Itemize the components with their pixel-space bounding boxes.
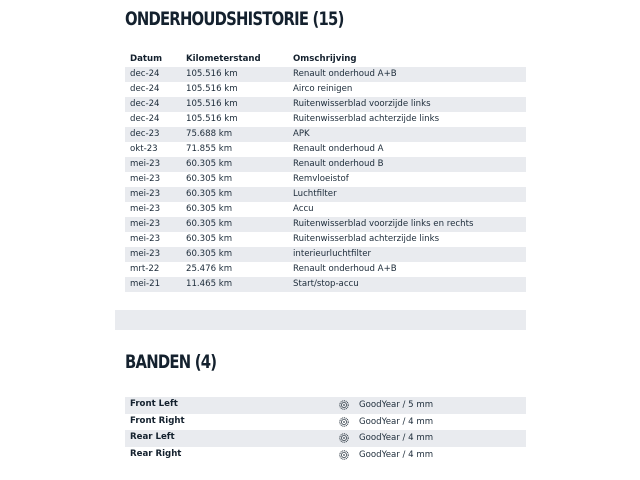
row-mileage: 60.305 km: [186, 159, 233, 169]
tire-spec: GoodYear / 5 mm: [359, 400, 434, 410]
table-row: [125, 187, 526, 202]
row-date: dec-24: [130, 84, 160, 94]
tire-spec: GoodYear / 4 mm: [359, 449, 434, 460]
history-footer-bar: [115, 310, 526, 330]
row-date: mei-23: [130, 249, 161, 259]
row-description: Start/stop-accu: [293, 279, 359, 289]
row-description: Renault onderhoud A+B: [293, 264, 397, 274]
row-description: Ruitenwisserblad achterzijde links: [293, 234, 440, 244]
tire-row: [125, 414, 526, 431]
tire-icon: [338, 399, 350, 411]
row-date: mei-23: [130, 159, 161, 169]
row-mileage: 105.516 km: [186, 84, 238, 94]
row-mileage: 60.305 km: [186, 189, 233, 199]
row-description: Renault onderhoud A+B: [293, 69, 397, 79]
table-row: [125, 217, 526, 232]
table-row: [125, 157, 526, 172]
row-mileage: 60.305 km: [186, 174, 233, 184]
column-header-mileage: Kilometerstand: [186, 54, 261, 64]
tire-icon: [338, 449, 350, 461]
table-row: [125, 142, 526, 157]
row-date: dec-24: [130, 114, 160, 124]
row-description: Luchtfilter: [293, 189, 337, 199]
row-mileage: 75.688 km: [186, 129, 233, 139]
row-date: mei-23: [130, 189, 161, 199]
tire-row: [125, 430, 526, 447]
row-description: Airco reinigen: [293, 84, 353, 94]
maintenance-history-title: ONDERHOUDSHISTORIE (15): [125, 8, 344, 30]
column-header-description: Omschrijving: [293, 54, 357, 64]
tires-table: [125, 397, 526, 463]
row-date: mei-21: [130, 279, 161, 289]
row-mileage: 25.476 km: [186, 264, 233, 274]
table-row: [125, 97, 526, 112]
row-description: Renault onderhoud B: [293, 159, 384, 169]
row-description: Ruitenwisserblad voorzijde links: [293, 99, 431, 109]
tire-icon: [338, 432, 350, 444]
row-date: mei-23: [130, 219, 161, 229]
row-mileage: 60.305 km: [186, 234, 233, 244]
row-description: Accu: [293, 204, 314, 214]
row-date: mei-23: [130, 234, 161, 244]
row-date: mei-23: [130, 174, 161, 184]
row-mileage: 71.855 km: [186, 144, 233, 154]
row-description: APK: [293, 129, 310, 139]
row-mileage: 60.305 km: [186, 219, 233, 229]
row-mileage: 60.305 km: [186, 249, 233, 259]
table-row: [125, 67, 526, 82]
table-row: [125, 172, 526, 187]
tire-row: [125, 447, 526, 464]
row-date: dec-23: [130, 129, 160, 139]
maintenance-history-table: [125, 52, 526, 292]
row-description: Remvloeistof: [293, 174, 349, 184]
row-date: mrt-22: [130, 264, 160, 274]
tires-title: BANDEN (4): [125, 351, 217, 373]
row-mileage: 105.516 km: [186, 69, 238, 79]
tire-position: Front Left: [130, 399, 178, 409]
row-mileage: 11.465 km: [186, 279, 233, 289]
tire-row: [125, 397, 526, 414]
row-description: Ruitenwisserblad achterzijde links: [293, 114, 440, 124]
tire-position: Front Right: [130, 415, 185, 426]
row-date: dec-24: [130, 99, 160, 109]
table-row: [125, 112, 526, 127]
table-row: [125, 277, 526, 292]
row-date: mei-23: [130, 204, 161, 214]
row-mileage: 105.516 km: [186, 99, 238, 109]
tire-position: Rear Right: [130, 448, 182, 459]
row-mileage: 60.305 km: [186, 204, 233, 214]
table-row: [125, 82, 526, 97]
tire-position: Rear Left: [130, 432, 175, 442]
tire-spec: GoodYear / 4 mm: [359, 416, 434, 427]
tire-spec: GoodYear / 4 mm: [359, 433, 434, 443]
row-mileage: 105.516 km: [186, 114, 238, 124]
table-header-row: [125, 52, 526, 67]
table-row: [125, 202, 526, 217]
tire-icon: [338, 416, 350, 428]
row-description: interieurluchtfilter: [293, 249, 372, 259]
row-date: okt-23: [130, 144, 158, 154]
table-row: [125, 127, 526, 142]
row-date: dec-24: [130, 69, 160, 79]
table-row: [125, 247, 526, 262]
table-row: [125, 232, 526, 247]
row-description: Renault onderhoud A: [293, 144, 384, 154]
table-row: [125, 262, 526, 277]
row-description: Ruitenwisserblad voorzijde links en rechts: [293, 219, 474, 229]
column-header-date: Datum: [130, 54, 163, 64]
